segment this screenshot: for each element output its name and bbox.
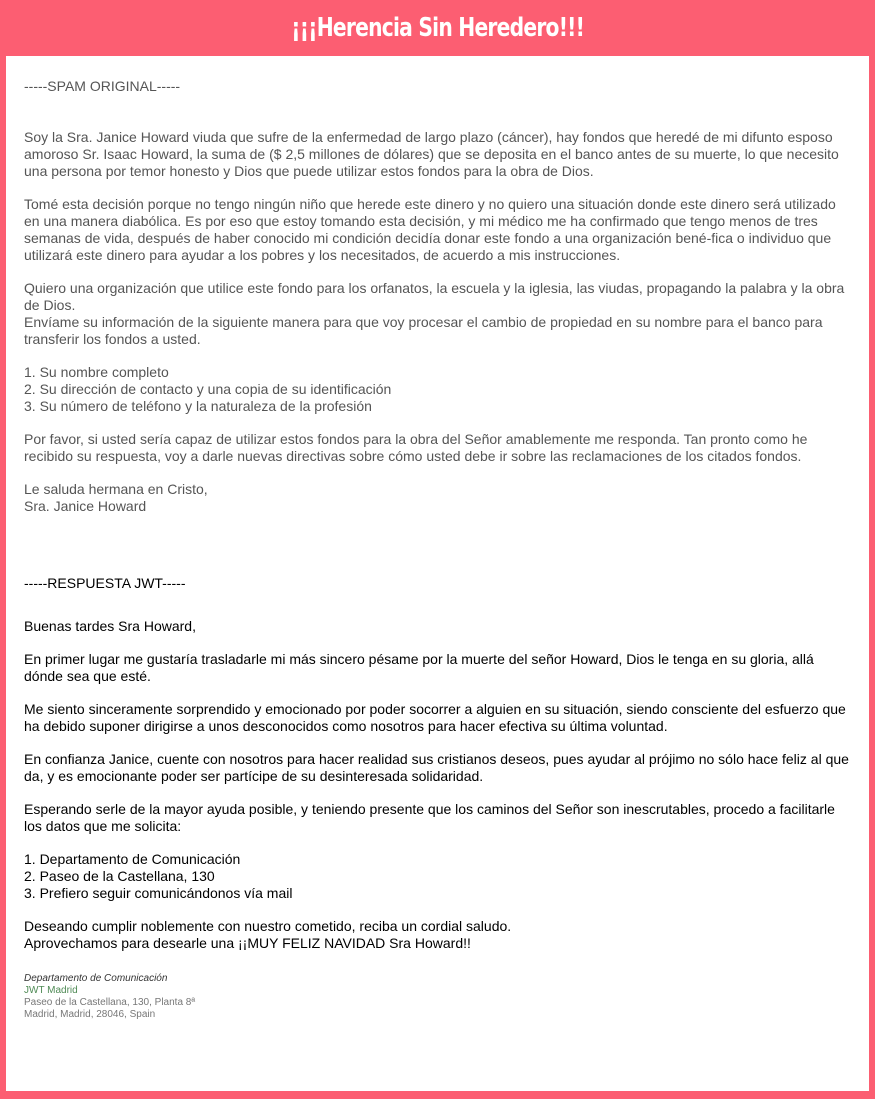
list-item: 1. Su nombre completo [24,364,169,380]
list-item: 2. Paseo de la Castellana, 130 [24,868,215,884]
reply-section [24,575,854,952]
reply-paragraph: Esperando serle de la mayor ayuda posible, y teniendo presente que los caminos del Señor son inescrutables, procedo a facilitarle los datos que me solicita: [24,801,835,834]
header-banner [0,0,875,55]
reply-closing: Deseando cumplir noblemente con nuestro cometido, reciba un cordial saludo. [24,918,512,934]
signature-company: JWT Madrid [24,985,78,996]
spam-marker: -----SPAM ORIGINAL----- [24,78,181,94]
spam-paragraph: Por favor, si usted sería capaz de utilizar estos fondos para la obra del Señor amablemente me responda. Tan pronto como he recibido su respuesta, voy a darle nuevas directivas sobre cómo usted debe ir sobre las reclamaciones de los citados fondos. [24,431,808,464]
reply-greeting: Buenas tardes Sra Howard, [24,618,196,634]
spam-section [24,78,854,515]
spam-paragraph: Quiero una organización que utilice este fondo para los orfanatos, la escuela y la iglesia, las viudas, propagando la palabra y la obra de Dios. [24,280,845,313]
list-item: 1. Departamento de Comunicación [24,851,241,867]
spam-request-list [24,364,854,415]
spam-paragraph: Tomé esta decisión porque no tengo ningún niño que herede este dinero y no quiero una situación donde este dinero será utilizado en una manera diabólica. Es por eso que estoy tomando esta decisión, y mi médico me ha confirmado que tengo menos de tres semanas de vida, después de haber conocido mi condición decidía donar este fondo a una organización bené-fica o individuo que utilizará este dinero para ayudar a los pobres y los necesitados, de acuerdo a mis instrucciones. [24,196,836,263]
reply-closing: Aprovechamos para desearle una ¡¡MUY FELIZ NAVIDAD Sra Howard!! [24,935,471,951]
spam-paragraph: Soy la Sra. Janice Howard viuda que sufre de la enfermedad de largo plazo (cáncer), hay fondos que heredé de mi difunto esposo amoroso Sr. Isaac Howard, la suma de ($ 2,5 millones de dólares) que se deposita en el banco antes de su muerte, lo que necesito una persona por temor honesto y Dios que puede utilizar estos fondos para la obra de Dios. [24,129,839,179]
email-panel [6,56,869,1091]
spam-paragraph: Envíame su información de la siguiente manera para que voy procesar el cambio de propiedad en su nombre para el banco para transferir los fondos a usted. [24,314,823,347]
email-content [24,78,854,1021]
reply-paragraph: Me siento sinceramente sorprendido y emocionado por poder socorrer a alguien en su situación, siendo consciente del esfuerzo que ha debido suponer dirigirse a unos desconocidos como nosotros para hacer efectiva su última voluntad. [24,701,846,734]
list-item: 2. Su dirección de contacto y una copia de su identificación [24,381,392,397]
reply-paragraph: En primer lugar me gustaría trasladarle mi más sincero pésame por la muerte del señor Howard, Dios le tenga en su gloria, allá dónde sea que esté. [24,651,814,684]
spam-signature: Sra. Janice Howard [24,498,147,514]
reply-data-list [24,851,854,902]
email-signature [24,973,854,1021]
list-item: 3. Prefiero seguir comunicándonos vía mail [24,885,293,901]
signature-department: Departamento de Comunicación [24,973,168,984]
reply-marker: -----RESPUESTA JWT----- [24,575,186,591]
signature-address: Paseo de la Castellana, 130, Planta 8ª [24,997,196,1008]
section-spacer [24,531,854,575]
spam-signoff: Le saluda hermana en Cristo, [24,481,208,497]
signature-address: Madrid, Madrid, 28046, Spain [24,1009,156,1020]
reply-paragraph: En confianza Janice, cuente con nosotros para hacer realidad sus cristianos deseos, pues ayudar al prójimo no sólo hace feliz al que da, y es emocionante poder ser partícipe de su desinteresada solidaridad. [24,751,849,784]
list-item: 3. Su número de teléfono y la naturaleza de la profesión [24,398,372,414]
page-title: ¡¡¡Herencia Sin Heredero!!! [291,12,584,43]
